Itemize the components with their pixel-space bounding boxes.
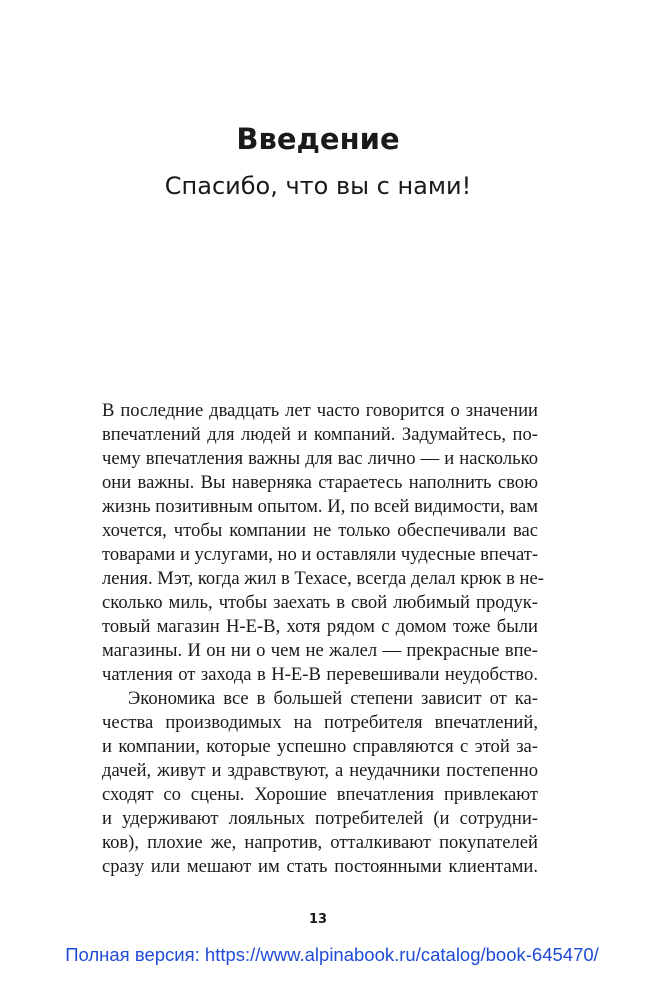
text-line: сразу или мешают им стать постоянными клиентами. <box>102 856 538 877</box>
text-line: товый магазин H-E-B, хотя рядом с домом тоже были <box>102 616 538 637</box>
text-line: хочется, чтобы компании не только обеспечивали вас <box>102 520 538 541</box>
text-line: они важны. Вы наверняка стараетесь наполнить свою <box>102 472 538 493</box>
text-line: впечатлений для людей и компаний. Задумайтесь, по- <box>102 424 538 445</box>
text-line: магазины. И он ни о чем не жалел — прекрасные впе- <box>102 640 538 661</box>
text-line: ления. Мэт, когда жил в Техасе, всегда делал крюк в не- <box>102 568 544 589</box>
text-line: чества производимых на потребителя впечатлений, <box>102 712 538 733</box>
chapter-subtitle: Спасибо, что вы с нами! <box>164 172 472 200</box>
full-version-link[interactable]: Полная версия: https://www.alpinabook.ru/catalog/book-645470/ <box>65 944 599 965</box>
text-line: Экономика все в большей степени зависит от ка- <box>128 688 538 709</box>
page-number: 13 <box>308 912 328 927</box>
text-line: В последние двадцать лет часто говорится о значении <box>102 400 538 421</box>
text-line: чатления от захода в H-E-B перевешивали неудобство. <box>102 664 538 685</box>
text-line: товарами и услугами, но и оставляли чудесные впечат- <box>102 544 539 565</box>
text-line: жизнь позитивным опытом. И, по всей видимости, вам <box>102 496 538 517</box>
chapter-title: Введение <box>236 122 400 156</box>
text-line: сколько миль, чтобы заехать в свой любимый продук- <box>102 592 538 613</box>
text-line: и компании, которые успешно справляются с этой за- <box>102 736 538 757</box>
text-line: сходят со сцены. Хорошие впечатления привлекают <box>102 784 538 805</box>
text-line: ков), плохие же, напротив, отталкивают покупателей <box>102 832 538 853</box>
text-line: чему впечатления важны для вас лично — и насколько <box>102 448 538 469</box>
text-line: дачей, живут и здравствуют, а неудачники постепенно <box>102 760 538 781</box>
text-line: и удерживают лояльных потребителей (и сотрудни- <box>102 808 538 829</box>
